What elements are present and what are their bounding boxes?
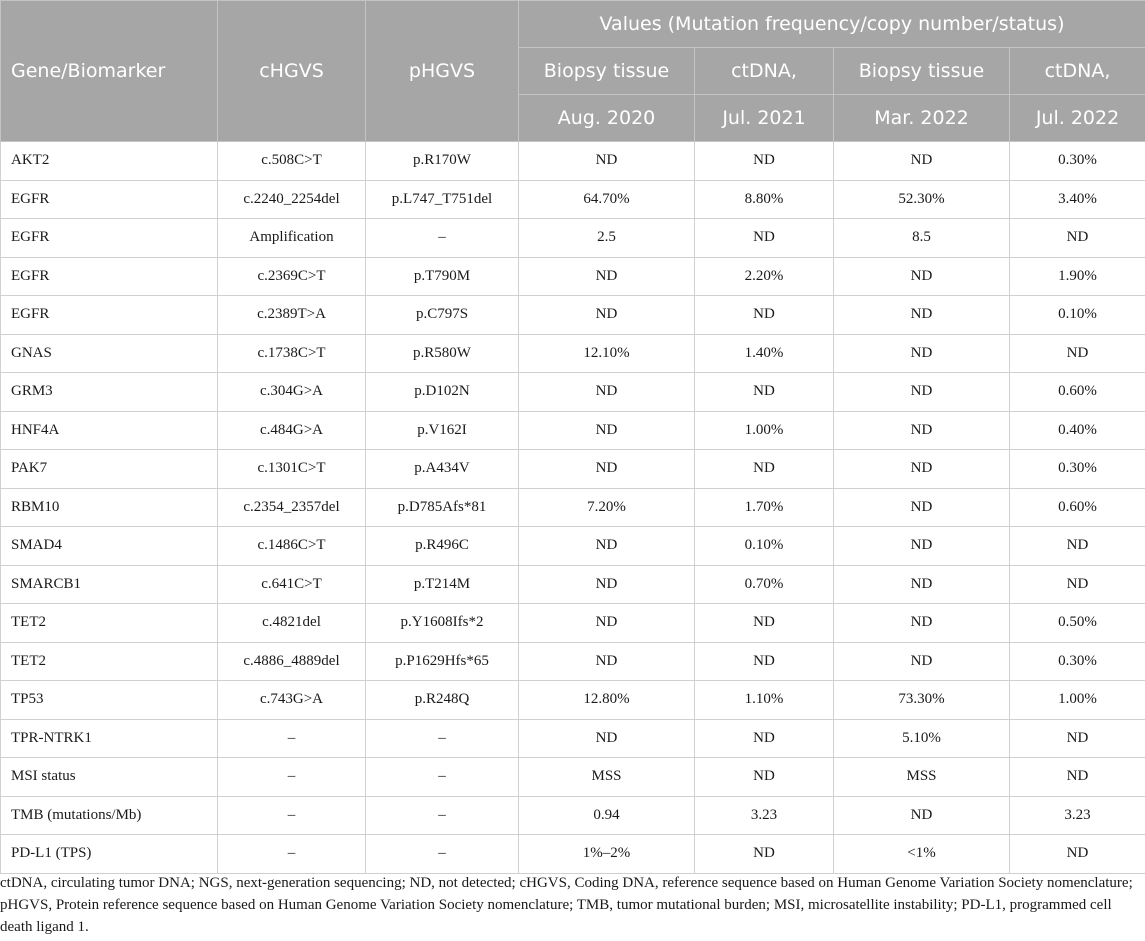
table-row [1, 373, 1145, 412]
gene-cell: TET2 [1, 604, 218, 643]
chgvs-cell: c.2354_2357del [218, 488, 366, 527]
value-cell: 0.94 [519, 796, 695, 835]
value-cell: 0.30% [1010, 642, 1145, 681]
value-cell: ND [834, 257, 1010, 296]
phgvs-cell: p.D785Afs*81 [366, 488, 519, 527]
table-row [1, 296, 1145, 335]
value-cell: 52.30% [834, 180, 1010, 219]
value-cell: 0.40% [1010, 411, 1145, 450]
value-cell: ND [834, 411, 1010, 450]
value-cell: 0.30% [1010, 450, 1145, 489]
value-cell: ND [519, 527, 695, 566]
table-row [1, 488, 1145, 527]
table-row [1, 527, 1145, 566]
phgvs-cell: p.R580W [366, 334, 519, 373]
chgvs-cell: c.484G>A [218, 411, 366, 450]
value-cell: 8.5 [834, 219, 1010, 258]
table-row [1, 642, 1145, 681]
table-row [1, 719, 1145, 758]
gene-cell: PD-L1 (TPS) [1, 835, 218, 874]
value-cell: 12.10% [519, 334, 695, 373]
value-cell: 7.20% [519, 488, 695, 527]
gene-cell: EGFR [1, 219, 218, 258]
header-chgvs: cHGVS [218, 1, 366, 142]
gene-cell: GRM3 [1, 373, 218, 412]
value-cell: ND [519, 719, 695, 758]
value-cell: ND [1010, 219, 1145, 258]
table-row [1, 758, 1145, 797]
gene-cell: TPR-NTRK1 [1, 719, 218, 758]
value-cell: 0.60% [1010, 373, 1145, 412]
chgvs-cell: Amplification [218, 219, 366, 258]
chgvs-cell: – [218, 835, 366, 874]
value-cell: 1.90% [1010, 257, 1145, 296]
phgvs-cell: p.L747_T751del [366, 180, 519, 219]
value-cell: ND [695, 373, 834, 412]
value-cell: ND [834, 373, 1010, 412]
value-cell: 0.70% [695, 565, 834, 604]
value-cell: ND [519, 142, 695, 181]
gene-cell: AKT2 [1, 142, 218, 181]
table-row [1, 835, 1145, 874]
value-cell: ND [519, 604, 695, 643]
value-cell: 0.10% [695, 527, 834, 566]
value-cell: 1.00% [1010, 681, 1145, 720]
value-cell: 1.10% [695, 681, 834, 720]
value-cell: 5.10% [834, 719, 1010, 758]
value-cell: <1% [834, 835, 1010, 874]
header-sample-date: Jul. 2021 [695, 95, 834, 142]
value-cell: 8.80% [695, 180, 834, 219]
gene-cell: MSI status [1, 758, 218, 797]
header-sample-date: Aug. 2020 [519, 95, 695, 142]
gene-cell: TP53 [1, 681, 218, 720]
chgvs-cell: c.2389T>A [218, 296, 366, 335]
value-cell: ND [1010, 334, 1145, 373]
chgvs-cell: c.304G>A [218, 373, 366, 412]
phgvs-cell: p.R170W [366, 142, 519, 181]
header-values: Values (Mutation frequency/copy number/status) [519, 1, 1145, 48]
chgvs-cell: – [218, 758, 366, 797]
chgvs-cell: c.743G>A [218, 681, 366, 720]
gene-cell: TET2 [1, 642, 218, 681]
phgvs-cell: p.T214M [366, 565, 519, 604]
phgvs-cell: p.V162I [366, 411, 519, 450]
table-row [1, 180, 1145, 219]
phgvs-cell: – [366, 835, 519, 874]
table-row [1, 681, 1145, 720]
value-cell: MSS [834, 758, 1010, 797]
gene-cell: EGFR [1, 296, 218, 335]
value-cell: ND [695, 142, 834, 181]
chgvs-cell: – [218, 719, 366, 758]
value-cell: 0.60% [1010, 488, 1145, 527]
value-cell: ND [519, 257, 695, 296]
header-sample-type: Biopsy tissue [834, 48, 1010, 95]
value-cell: 0.30% [1010, 142, 1145, 181]
value-cell: 64.70% [519, 180, 695, 219]
gene-cell: SMARCB1 [1, 565, 218, 604]
table-row [1, 142, 1145, 181]
table-row [1, 450, 1145, 489]
header-sample-type: ctDNA, [1010, 48, 1145, 95]
table-row [1, 219, 1145, 258]
header-sample-type: ctDNA, [695, 48, 834, 95]
value-cell: ND [1010, 565, 1145, 604]
value-cell: ND [695, 219, 834, 258]
value-cell: ND [834, 488, 1010, 527]
chgvs-cell: c.2240_2254del [218, 180, 366, 219]
chgvs-cell: – [218, 796, 366, 835]
phgvs-cell: p.C797S [366, 296, 519, 335]
value-cell: ND [519, 565, 695, 604]
table-footnote: ctDNA, circulating tumor DNA; NGS, next-generation sequencing; ND, not detected; cHGVS, Coding DNA, reference sequence based on Human Genome Variation Society nomenclature; pHGVS, Protein reference sequence based on Human Genome Variation Society nomenclature; TMB, tumor mutational burden; MSI, microsatellite instability; PD-L1, programmed cell death ligand 1. [0, 875, 1133, 935]
gene-cell: RBM10 [1, 488, 218, 527]
value-cell: ND [1010, 719, 1145, 758]
chgvs-cell: c.4821del [218, 604, 366, 643]
phgvs-cell: p.P1629Hfs*65 [366, 642, 519, 681]
gene-cell: GNAS [1, 334, 218, 373]
header-sample-date: Mar. 2022 [834, 95, 1010, 142]
gene-cell: TMB (mutations/Mb) [1, 796, 218, 835]
value-cell: ND [695, 719, 834, 758]
value-cell: ND [695, 450, 834, 489]
value-cell: 73.30% [834, 681, 1010, 720]
chgvs-cell: c.4886_4889del [218, 642, 366, 681]
table-row [1, 565, 1145, 604]
chgvs-cell: c.1301C>T [218, 450, 366, 489]
gene-cell: EGFR [1, 180, 218, 219]
value-cell: 1%–2% [519, 835, 695, 874]
value-cell: ND [834, 642, 1010, 681]
table-row [1, 411, 1145, 450]
value-cell: ND [695, 642, 834, 681]
phgvs-cell: – [366, 758, 519, 797]
header-gene: Gene/Biomarker [1, 1, 218, 142]
table-row [1, 796, 1145, 835]
table-header [1, 1, 1145, 142]
value-cell: 2.20% [695, 257, 834, 296]
chgvs-cell: c.508C>T [218, 142, 366, 181]
value-cell: 2.5 [519, 219, 695, 258]
value-cell: ND [1010, 758, 1145, 797]
value-cell: ND [519, 296, 695, 335]
value-cell: ND [834, 796, 1010, 835]
value-cell: 3.23 [1010, 796, 1145, 835]
value-cell: ND [1010, 527, 1145, 566]
value-cell: 1.00% [695, 411, 834, 450]
chgvs-cell: c.1738C>T [218, 334, 366, 373]
gene-cell: HNF4A [1, 411, 218, 450]
header-sample-type: Biopsy tissue [519, 48, 695, 95]
value-cell: ND [695, 758, 834, 797]
value-cell: ND [834, 450, 1010, 489]
value-cell: ND [1010, 835, 1145, 874]
value-cell: 0.10% [1010, 296, 1145, 335]
value-cell: ND [519, 373, 695, 412]
chgvs-cell: c.1486C>T [218, 527, 366, 566]
value-cell: ND [519, 642, 695, 681]
value-cell: ND [834, 604, 1010, 643]
value-cell: ND [695, 835, 834, 874]
value-cell: ND [834, 296, 1010, 335]
gene-cell: PAK7 [1, 450, 218, 489]
value-cell: 0.50% [1010, 604, 1145, 643]
value-cell: 12.80% [519, 681, 695, 720]
phgvs-cell: p.Y1608Ifs*2 [366, 604, 519, 643]
table-body [1, 142, 1145, 874]
value-cell: ND [695, 604, 834, 643]
value-cell: ND [519, 411, 695, 450]
table-row [1, 257, 1145, 296]
chgvs-cell: c.2369C>T [218, 257, 366, 296]
chgvs-cell: c.641C>T [218, 565, 366, 604]
value-cell: ND [834, 565, 1010, 604]
phgvs-cell: p.T790M [366, 257, 519, 296]
phgvs-cell: p.A434V [366, 450, 519, 489]
value-cell: ND [695, 296, 834, 335]
table-row [1, 334, 1145, 373]
gene-cell: SMAD4 [1, 527, 218, 566]
phgvs-cell: – [366, 796, 519, 835]
phgvs-cell: p.R248Q [366, 681, 519, 720]
value-cell: ND [519, 450, 695, 489]
value-cell: 1.40% [695, 334, 834, 373]
value-cell: ND [834, 142, 1010, 181]
value-cell: ND [834, 334, 1010, 373]
phgvs-cell: p.R496C [366, 527, 519, 566]
gene-cell: EGFR [1, 257, 218, 296]
value-cell: 1.70% [695, 488, 834, 527]
value-cell: MSS [519, 758, 695, 797]
phgvs-cell: – [366, 219, 519, 258]
phgvs-cell: – [366, 719, 519, 758]
phgvs-cell: p.D102N [366, 373, 519, 412]
value-cell: ND [834, 527, 1010, 566]
value-cell: 3.23 [695, 796, 834, 835]
table-row [1, 604, 1145, 643]
header-phgvs: pHGVS [366, 1, 519, 142]
value-cell: 3.40% [1010, 180, 1145, 219]
header-sample-date: Jul. 2022 [1010, 95, 1145, 142]
